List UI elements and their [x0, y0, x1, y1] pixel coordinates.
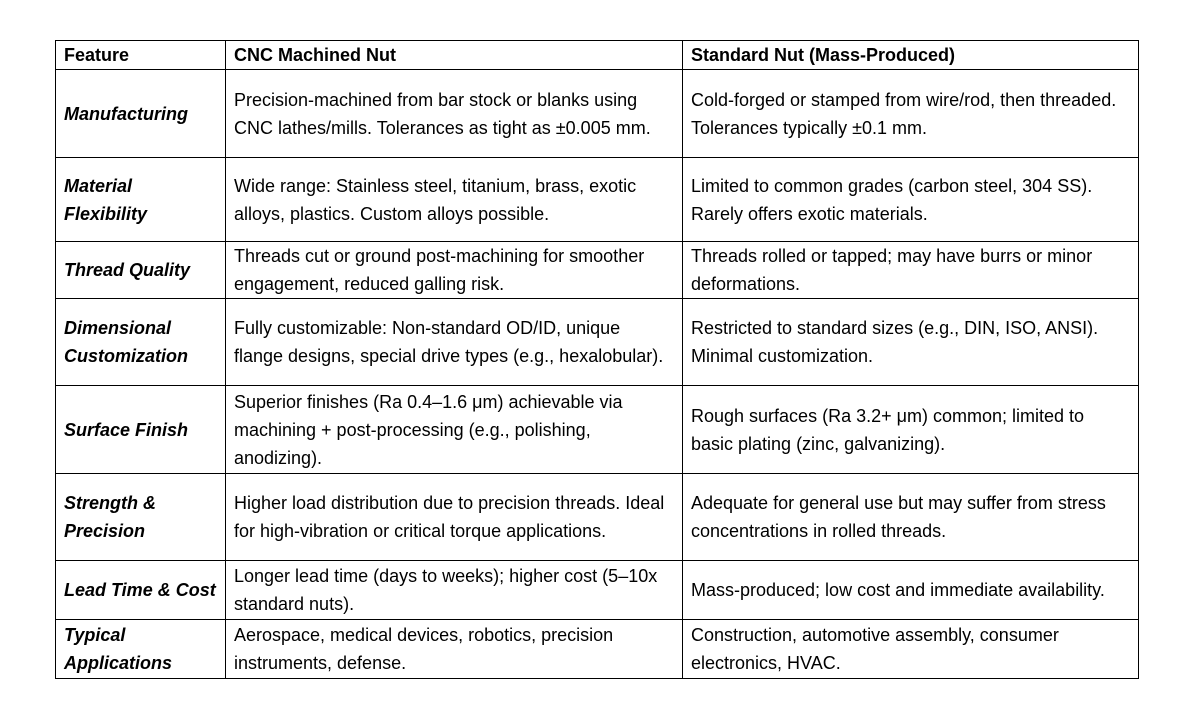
table-row: [56, 561, 1139, 620]
standard-cell: Rough surfaces (Ra 3.2+ μm) common; limited to basic plating (zinc, galvanizing).: [683, 386, 1139, 474]
comparison-table: [55, 40, 1139, 679]
table-body: [56, 70, 1139, 679]
table-row: [56, 158, 1139, 242]
header-cnc-machined-nut: CNC Machined Nut: [226, 41, 683, 70]
feature-cell: Dimensional Customization: [56, 299, 226, 386]
feature-cell: Material Flexibility: [56, 158, 226, 242]
cnc-cell: Wide range: Stainless steel, titanium, brass, exotic alloys, plastics. Custom alloys possible.: [226, 158, 683, 242]
cnc-cell: Precision-machined from bar stock or blanks using CNC lathes/mills. Tolerances as tight as ±0.005 mm.: [226, 70, 683, 158]
table-row: [56, 386, 1139, 474]
cnc-cell: Fully customizable: Non-standard OD/ID, unique flange designs, special drive types (e.g., hexalobular).: [226, 299, 683, 386]
feature-cell: Thread Quality: [56, 242, 226, 299]
feature-cell: Surface Finish: [56, 386, 226, 474]
feature-cell: Typical Applications: [56, 620, 226, 679]
feature-cell: Manufacturing: [56, 70, 226, 158]
cnc-cell: Threads cut or ground post-machining for smoother engagement, reduced galling risk.: [226, 242, 683, 299]
table-row: [56, 70, 1139, 158]
cnc-cell: Aerospace, medical devices, robotics, precision instruments, defense.: [226, 620, 683, 679]
standard-cell: Cold-forged or stamped from wire/rod, then threaded. Tolerances typically ±0.1 mm.: [683, 70, 1139, 158]
feature-cell: Strength & Precision: [56, 474, 226, 561]
standard-cell: Construction, automotive assembly, consumer electronics, HVAC.: [683, 620, 1139, 679]
feature-cell: Lead Time & Cost: [56, 561, 226, 620]
cnc-cell: Longer lead time (days to weeks); higher cost (5–10x standard nuts).: [226, 561, 683, 620]
standard-cell: Adequate for general use but may suffer from stress concentrations in rolled threads.: [683, 474, 1139, 561]
table-header: [56, 41, 1139, 70]
header-standard-nut: Standard Nut (Mass-Produced): [683, 41, 1139, 70]
table-row: [56, 620, 1139, 679]
header-row: [56, 41, 1139, 70]
cnc-cell: Higher load distribution due to precision threads. Ideal for high-vibration or critical torque applications.: [226, 474, 683, 561]
header-feature: Feature: [56, 41, 226, 70]
standard-cell: Mass-produced; low cost and immediate availability.: [683, 561, 1139, 620]
cnc-cell: Superior finishes (Ra 0.4–1.6 μm) achievable via machining + post-processing (e.g., polishing, anodizing).: [226, 386, 683, 474]
table-row: [56, 299, 1139, 386]
standard-cell: Restricted to standard sizes (e.g., DIN, ISO, ANSI). Minimal customization.: [683, 299, 1139, 386]
standard-cell: Threads rolled or tapped; may have burrs or minor deformations.: [683, 242, 1139, 299]
standard-cell: Limited to common grades (carbon steel, 304 SS). Rarely offers exotic materials.: [683, 158, 1139, 242]
table-row: [56, 242, 1139, 299]
table-row: [56, 474, 1139, 561]
